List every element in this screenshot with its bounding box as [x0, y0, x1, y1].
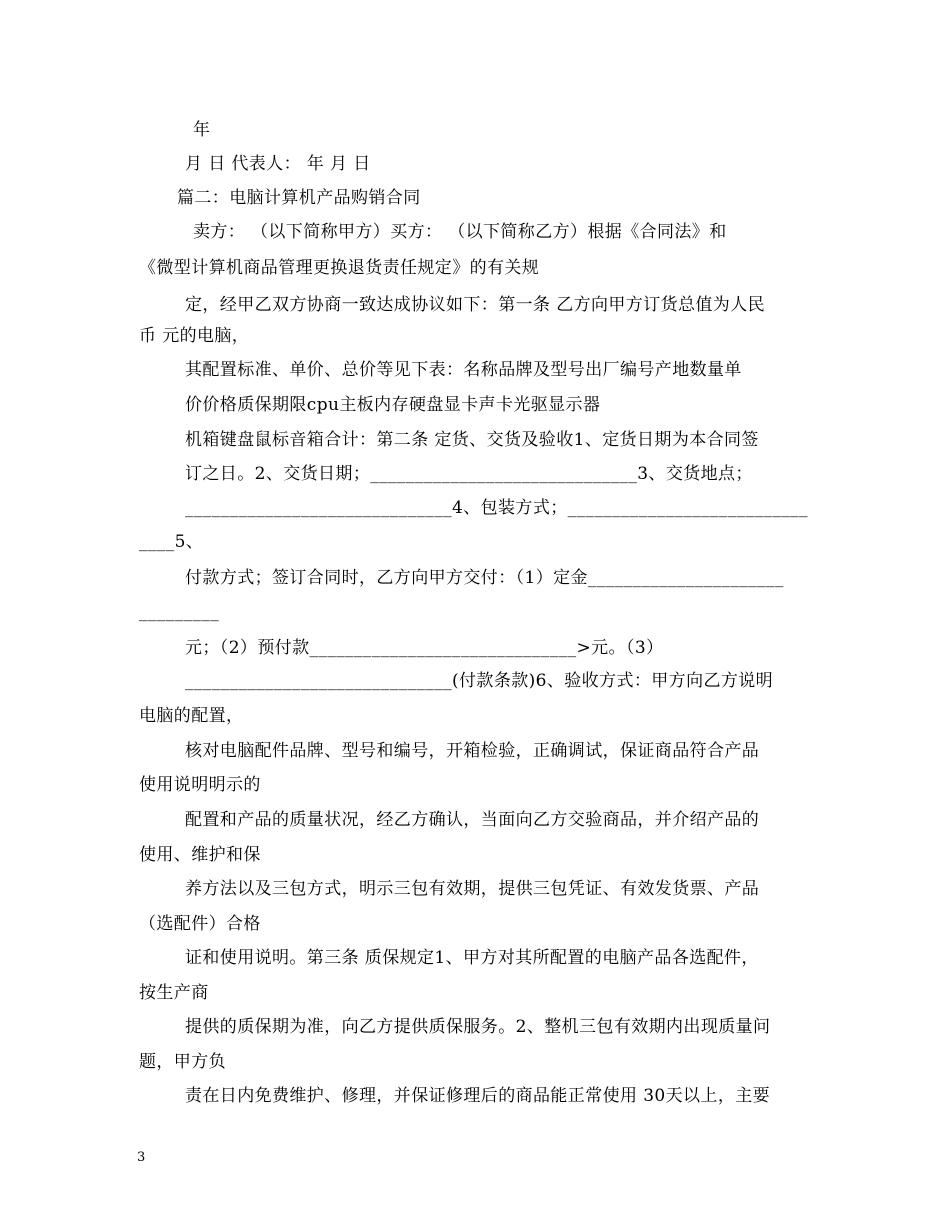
text-line: 币 元的电脑，: [139, 326, 250, 346]
text-line: 按生产商: [139, 983, 209, 1003]
text-line: 机箱键盘鼠标音箱合计：第二条 定货、交货及验收1、定货日期为本合同签: [185, 430, 759, 450]
text-line: 题，甲方负: [139, 1052, 226, 1072]
text-line: 元；（2）预付款______________________________>元。（3）: [185, 638, 664, 658]
text-line: 付款方式；签订合同时，乙方向甲方交付：（1）定金______________________: [185, 568, 784, 588]
text-line: 核对电脑配件品牌、型号和编号，开箱检验，正确调试，保证商品符合产品: [185, 741, 760, 761]
text-line: 《微型计算机商品管理更换退货责任规定》的有关规: [139, 258, 540, 278]
text-line: 责在日内免费维护、修理，并保证修理后的商品能正常使用 30天以上，主要: [185, 1086, 771, 1106]
text-line: 年: [193, 120, 211, 140]
text-line: 养方法以及三包方式，明示三包有效期，提供三包凭证、有效发货票、产品: [185, 879, 760, 899]
text-line: ______________________________4、包装方式；___________________________: [185, 498, 808, 518]
text-line: 证和使用说明。第三条 质保规定1、甲方对其所配置的电脑产品各选配件，: [185, 948, 759, 968]
text-line: 使用、维护和保: [139, 845, 261, 865]
text-line: 配置和产品的质量状况，经乙方确认，当面向乙方交验商品，并介绍产品的: [185, 810, 760, 830]
text-line: 价价格质保期限cpu主板内存硬盘显卡声卡光驱显示器: [185, 395, 601, 415]
text-line: 定，经甲乙双方协商一致达成协议如下：第一条 乙方向甲方订货总值为人民: [185, 295, 766, 315]
text-line: ____5、: [139, 532, 204, 552]
text-line: 提供的质保期为准，向乙方提供质保服务。2、整机三包有效期内出现质量问: [185, 1017, 771, 1037]
text-line: 其配置标准、单价、总价等见下表：名称品牌及型号出厂编号产地数量单: [185, 360, 742, 380]
text-line: （选配件）合格: [139, 914, 261, 934]
text-line: _________: [139, 602, 220, 622]
text-line: 月 日 代表人： 年 月 日: [185, 154, 371, 174]
text-line: 电脑的配置，: [139, 706, 244, 726]
text-line: 卖方： （以下简称甲方）买方： （以下简称乙方）根据《合同法》和: [193, 222, 727, 242]
text-line: 订之日。2、交货日期；______________________________3、交货地点；: [185, 464, 753, 484]
text-line: ______________________________(付款条款)6、验收方式：甲方向乙方说明: [185, 671, 774, 691]
page-number: 3: [137, 1150, 146, 1165]
section-heading: 篇二：电脑计算机产品购销合同: [177, 188, 421, 208]
text-line: 使用说明明示的: [139, 775, 261, 795]
